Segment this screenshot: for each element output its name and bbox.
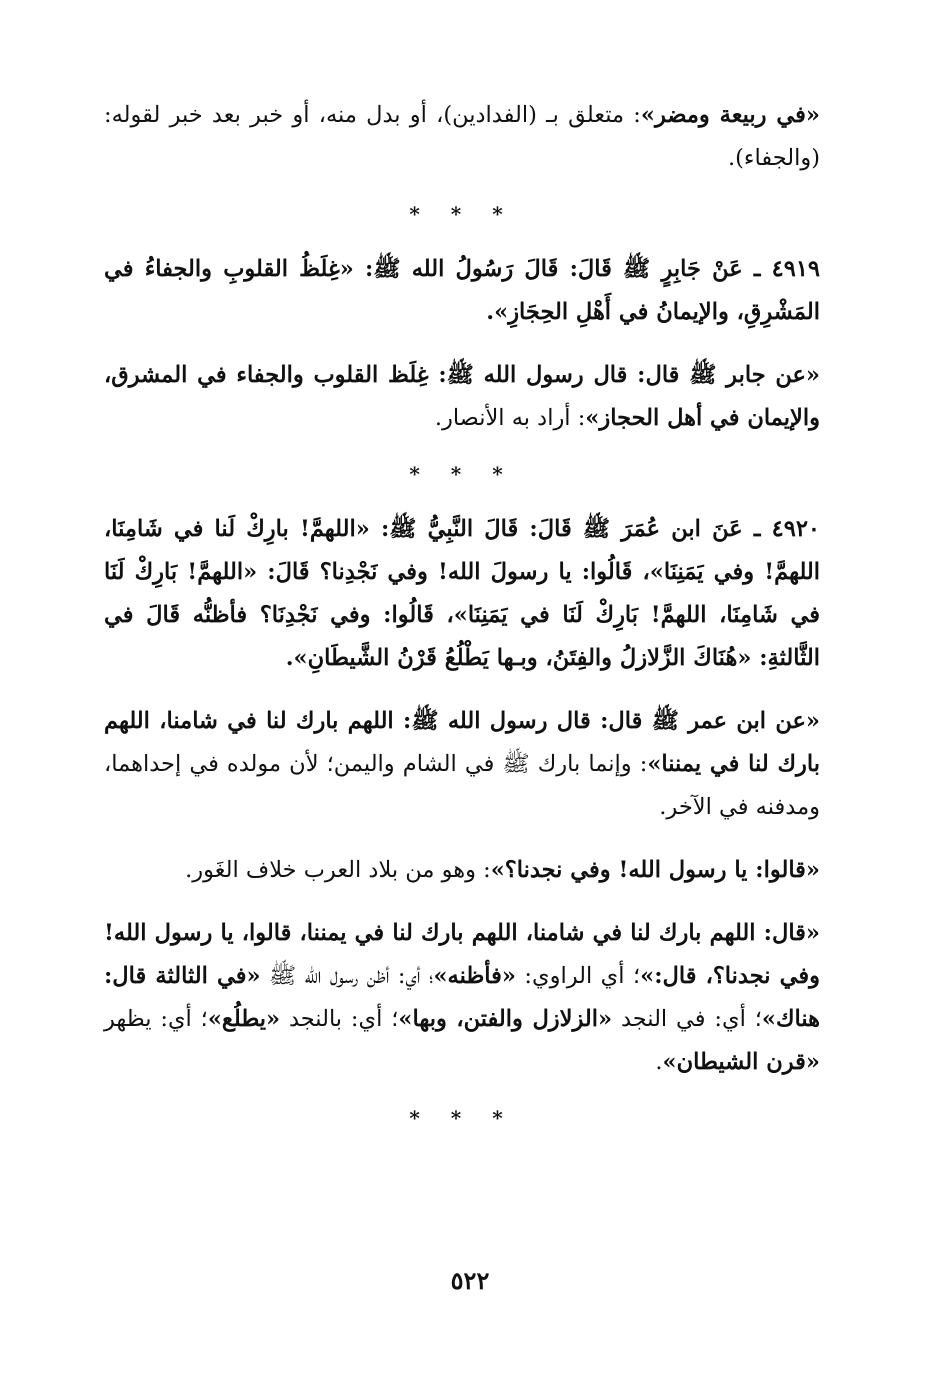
quoted-text: «الزلازل والفتن، وبها» bbox=[398, 1006, 613, 1032]
commentary-text: ؛ أي الراوي: bbox=[515, 963, 641, 989]
quoted-text: «فأظنه» bbox=[433, 963, 516, 989]
quoted-text: «قرن الشيطان» bbox=[662, 1049, 820, 1075]
quoted-text: ٤٩١٩ ـ عَنْ جَابِرٍ ﷺ قَالَ: قَالَ رَسُولُ الله ﷺ: «غِلَظُ القلوبِ والجفاءُ في المَشْرِقِ، والإيمانُ في أَهْلِ الحِجَازِ». bbox=[104, 256, 820, 325]
hadith-4919 bbox=[104, 248, 820, 334]
commentary-text: ؛ أي: أظن رسول الله ﷺ bbox=[260, 963, 434, 989]
commentary-paragraph bbox=[104, 700, 820, 829]
commentary-paragraph bbox=[104, 354, 820, 440]
commentary-paragraph bbox=[104, 94, 820, 180]
commentary-text: : وهو من بلاد العرب خلاف الغَور. bbox=[185, 857, 491, 883]
commentary-paragraph bbox=[104, 849, 820, 892]
quoted-text: «عن ابن عمر ﷺ قال: قال رسول الله ﷺ: اللهم بارك لنا في شامنا، اللهم بارك لنا في يمننا» bbox=[104, 708, 820, 777]
section-separator: * * * bbox=[409, 1106, 515, 1130]
quoted-text: «قال: اللهم بارك لنا في شامنا، اللهم بارك لنا في يمننا، قالوا، يا رسول الله! وفي نجدنا؟، قال:» bbox=[104, 920, 820, 989]
section-separator: * * * bbox=[409, 202, 515, 226]
hadith-4920 bbox=[104, 508, 820, 680]
commentary-text: ؛ أي: في النجد bbox=[612, 1006, 762, 1032]
commentary-text: : أراد به الأنصار. bbox=[434, 405, 586, 431]
commentary-text: ؛ أي: يظهر bbox=[104, 1006, 208, 1032]
commentary-text: : وإنما بارك ﷺ في الشام واليمن؛ لأن مولده في إحداهما، ومدفنه في الآخر. bbox=[104, 751, 820, 820]
quoted-text: «عن جابر ﷺ قال: قال رسول الله ﷺ: غِلَظ القلوب والجفاء في المشرق، والإيمان في أهل الحجاز» bbox=[104, 362, 820, 431]
document-page bbox=[104, 94, 820, 1152]
quoted-text: «في الثالثة قال: هناك» bbox=[104, 963, 820, 1032]
commentary-text: . bbox=[655, 1049, 663, 1075]
section-separator: * * * bbox=[409, 462, 515, 486]
commentary-text: ؛ أي: بالنجد bbox=[280, 1006, 399, 1032]
quoted-text: «يطلُع» bbox=[207, 1006, 281, 1032]
quoted-text: «قالوا: يا رسول الله! وفي نجدنا؟» bbox=[490, 857, 820, 883]
page-number: ٥٢٢ bbox=[450, 1266, 490, 1295]
quoted-text: «في ربيعة ومضر» bbox=[640, 102, 820, 128]
commentary-paragraph bbox=[104, 912, 820, 1084]
quoted-text: ٤٩٢٠ ـ عَنَ ابن عُمَرَ ﷺ قَالَ: قَالَ النَّبِيُّ ﷺ: «اللهمَّ! بارِكْ لَنا في شَامِنَا، اللهمَّ! وفي يَمَنِنَا»، قَالُوا: يا رسولَ الله! وفي نَجْدِنا؟ قَالَ: «اللهمَّ! بَارِكْ لَنَا في شَامِنَا، اللهمَّ! بَارِكْ لَنَا في يَمَنِنَا»، قَالُوا: وفي نَجْدِنَا؟ فأظنُّه قَالَ في الثَّالثةِ: «هُنَاكَ الزَّلازلُ والفِتَنُ، وبـها يَطْلُعُ قَرْنُ الشَّيطَانِ». bbox=[104, 516, 820, 671]
commentary-text: : متعلق بـ (الفدادين)، أو بدل منه، أو خبر بعد خبر لقوله: (والجفاء). bbox=[104, 102, 820, 171]
